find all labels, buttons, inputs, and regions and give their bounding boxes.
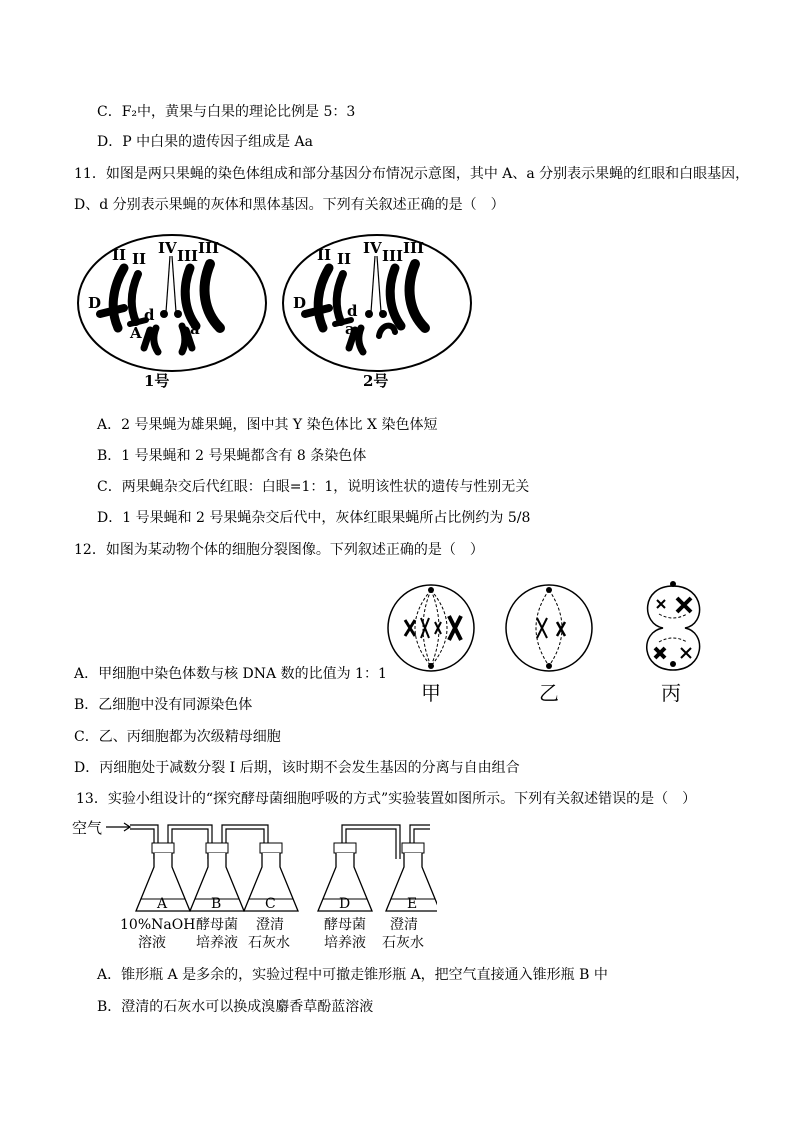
q10-option-c: C．F₂中，黄果与白果的理论比例是 5：3 <box>97 104 356 120</box>
label-iv: IV <box>363 239 382 257</box>
flask-a-label-2: 溶液 <box>138 935 166 951</box>
cell-division-figure <box>385 578 720 708</box>
label-gene-a-upper: A <box>130 324 142 342</box>
flask-e-letter: E <box>407 896 418 912</box>
q12-option-d: D．丙细胞处于减数分裂 I 后期，该时期不会发生基因的分离与自由组合 <box>74 760 520 776</box>
flask-e-label-2: 石灰水 <box>382 935 424 951</box>
q13-stem: 13．实验小组设计的“探究酵母菌细胞呼吸的方式”实验装置如图所示。下列有关叙述错误的是（ ） <box>76 791 697 807</box>
label-ii-b: II <box>337 250 352 268</box>
label-bing: 丙 <box>661 681 681 705</box>
q12-option-c: C．乙、丙细胞都为次级精母细胞 <box>74 729 281 745</box>
flask-a-letter: A <box>157 896 168 912</box>
label-gene-d-upper: D <box>293 294 307 312</box>
fruit-fly-cell-2-figure <box>277 228 477 393</box>
q12-stem: 12．如图为某动物个体的细胞分裂图像。下列叙述正确的是（ ） <box>74 542 484 558</box>
flask-a-label-1: 10%NaOH <box>120 917 196 933</box>
flask-b-label-1: 酵母菌 <box>196 917 238 933</box>
cell-2-caption: 2号 <box>363 372 389 390</box>
label-jia: 甲 <box>421 681 441 705</box>
flask-d-label-1: 酵母菌 <box>324 917 366 933</box>
label-ii-a: II <box>317 246 332 264</box>
label-gene-d-lower: d <box>144 306 155 324</box>
air-label: 空气 <box>72 819 103 837</box>
flask-c-label-1: 澄清 <box>256 917 284 933</box>
label-gene-d-upper: D <box>88 294 102 312</box>
label-ii-b: II <box>132 250 147 268</box>
q11-option-d: D．1 号果蝇和 2 号果蝇杂交后代中，灰体红眼果蝇所占比例约为 5/8 <box>97 510 531 526</box>
flask-b-letter: B <box>211 896 222 912</box>
q11-option-c: C．两果蝇杂交后代红眼：白眼=1：1，说明该性状的遗传与性别无关 <box>97 479 530 495</box>
label-gene-a-lower: a <box>345 320 355 338</box>
q11-option-b: B．1 号果蝇和 2 号果蝇都含有 8 条染色体 <box>97 448 367 464</box>
cell-1-caption: 1号 <box>144 372 170 390</box>
q11-option-a: A．2 号果蝇为雄果蝇，图中其 Y 染色体比 X 染色体短 <box>97 417 438 433</box>
label-iv: IV <box>158 239 177 257</box>
q12-option-b: B．乙细胞中没有同源染色体 <box>74 697 253 713</box>
flask-c-label-2: 石灰水 <box>248 935 290 951</box>
label-gene-d-lower: d <box>347 302 358 320</box>
q13-option-b: B．澄清的石灰水可以换成溴麝香草酚蓝溶液 <box>97 999 374 1015</box>
q11-stem-line1: 11．如图是两只果蝇的染色体组成和部分基因分布情况示意图，其中 A、a 分别表示果蝇的红眼和白眼基因， <box>74 166 750 182</box>
fruit-fly-cell-1-figure <box>72 228 272 393</box>
flask-d-label-2: 培养液 <box>324 935 366 951</box>
q10-option-d: D．P 中白果的遗传因子组成是 Aa <box>97 134 314 150</box>
label-gene-a-lower: a <box>190 320 200 338</box>
q13-option-a: A．锥形瓶 A 是多余的，实验过程中可撤走锥形瓶 A，把空气直接通入锥形瓶 B 中 <box>97 967 608 983</box>
q11-stem-line2: D、d 分别表示果蝇的灰体和黑体基因。下列有关叙述正确的是（ ） <box>74 197 505 213</box>
label-iii-b: III <box>403 239 425 257</box>
label-ii-a: II <box>112 246 127 264</box>
label-iii-a: III <box>382 247 404 265</box>
flask-c-letter: C <box>265 896 276 912</box>
yeast-respiration-apparatus-figure <box>72 815 437 955</box>
label-iii-b: III <box>198 239 220 257</box>
flask-d-letter: D <box>339 896 351 912</box>
label-iii-a: III <box>177 247 199 265</box>
label-yi: 乙 <box>539 681 559 705</box>
flask-b-label-2: 培养液 <box>196 935 238 951</box>
flask-e-label-1: 澄清 <box>390 917 418 933</box>
q12-option-a: A．甲细胞中染色体数与核 DNA 数的比值为 1：1 <box>74 666 387 682</box>
